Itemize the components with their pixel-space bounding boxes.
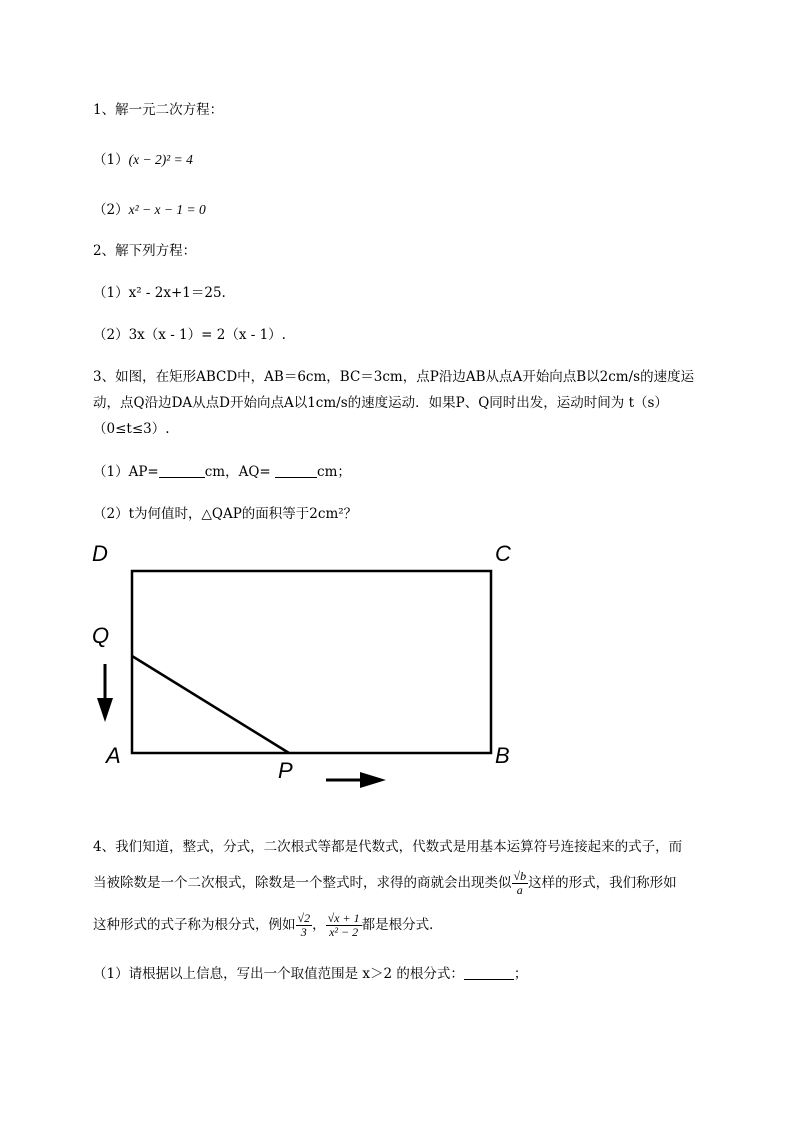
q4-line3-end: 都是根分式．: [361, 917, 443, 933]
q4-line3-start: 这种形式的式子称为根分式，例如: [93, 917, 296, 933]
fraction-denominator: x² − 2: [329, 925, 359, 939]
fraction-denominator: 3: [300, 925, 307, 939]
q4-text-line3: [93, 912, 443, 939]
q4-part1-text: （1）请根据以上信息，写出一个取值范围是 x＞2 的根分式：: [93, 966, 464, 982]
fraction-numerator: √2: [297, 911, 311, 925]
arrow-right-icon: [360, 772, 386, 788]
q3-part1-ap: （1）AP=: [93, 464, 159, 480]
q4-line2-end: 这样的形式，我们称形如: [528, 875, 677, 891]
q4-text-line2: [93, 870, 677, 897]
q4-text-line1: 4、我们知道，整式，分式，二次根式等都是代数式，代数式是用基本运算符号连接起来的式子，而: [93, 839, 683, 855]
label-a: A: [106, 743, 121, 768]
fraction-sqrt-x1-over-x2-2: [326, 912, 362, 939]
q3-part2: （2）t为何值时，△QAP的面积等于2cm²？: [93, 506, 358, 522]
q4-separator: ，: [312, 917, 326, 933]
q3-text-line1: 3、如图，在矩形ABCD中，AB＝6cm，BC＝3cm，点P沿边AB从点A开始向点B以2cm/s的速度运: [93, 369, 695, 385]
q1-title: 1、解一元二次方程：: [93, 102, 224, 118]
fraction-numerator: √b: [513, 869, 527, 883]
q3-text-line2: 动，点Q沿边DA从点D开始向点A以1cm/s的速度运动．如果P、Q同时出发，运动时间为 t（s）: [93, 395, 668, 411]
q1-part1-label: （1）: [93, 152, 129, 168]
q4-part1-end: ；: [513, 966, 528, 982]
q3-part1-aq: cm，AQ=: [204, 464, 271, 480]
q1-part1: [93, 151, 193, 169]
label-q: Q: [92, 623, 110, 648]
q4-line2-start: 当被除数是一个二次根式，除数是一个整式时，求得的商就会出现类似: [93, 875, 512, 891]
q1-part2-label: （2）: [93, 202, 129, 218]
label-b: B: [495, 743, 510, 768]
q3-part1: [93, 463, 351, 481]
q4-part1: [93, 965, 527, 983]
label-c: C: [495, 541, 511, 566]
q2-part2: （2）3x（x - 1）= 2（x - 1）.: [93, 327, 286, 343]
fraction-sqrt2-over-3: [296, 912, 313, 939]
fraction-denominator: a: [516, 883, 523, 897]
q3-text-line3: （0≤t≤3）.: [93, 421, 170, 437]
q2-title: 2、解下列方程：: [93, 243, 197, 259]
q3-part1-end: cm；: [317, 464, 351, 480]
q1-part1-equation: (x − 2)² = 4: [128, 152, 193, 167]
rectangle-abcd: [132, 571, 491, 753]
fraction-sqrt-b-over-a: [512, 870, 529, 897]
segment-qp: [132, 656, 289, 753]
q3-blank-aq[interactable]: [275, 465, 317, 478]
fraction-numerator: √x + 1: [327, 911, 360, 925]
q4-blank-answer[interactable]: [464, 967, 514, 980]
label-d: D: [92, 541, 108, 566]
label-p: P: [278, 758, 293, 783]
arrow-down-icon: [97, 698, 113, 722]
q3-blank-ap[interactable]: [159, 465, 205, 478]
rectangle-figure: [0, 530, 794, 800]
q1-part2-equation: x² − x − 1 = 0: [128, 202, 206, 217]
q2-part1: （1）x² - 2x+1＝25.: [93, 285, 226, 301]
q1-part2: [93, 201, 206, 219]
